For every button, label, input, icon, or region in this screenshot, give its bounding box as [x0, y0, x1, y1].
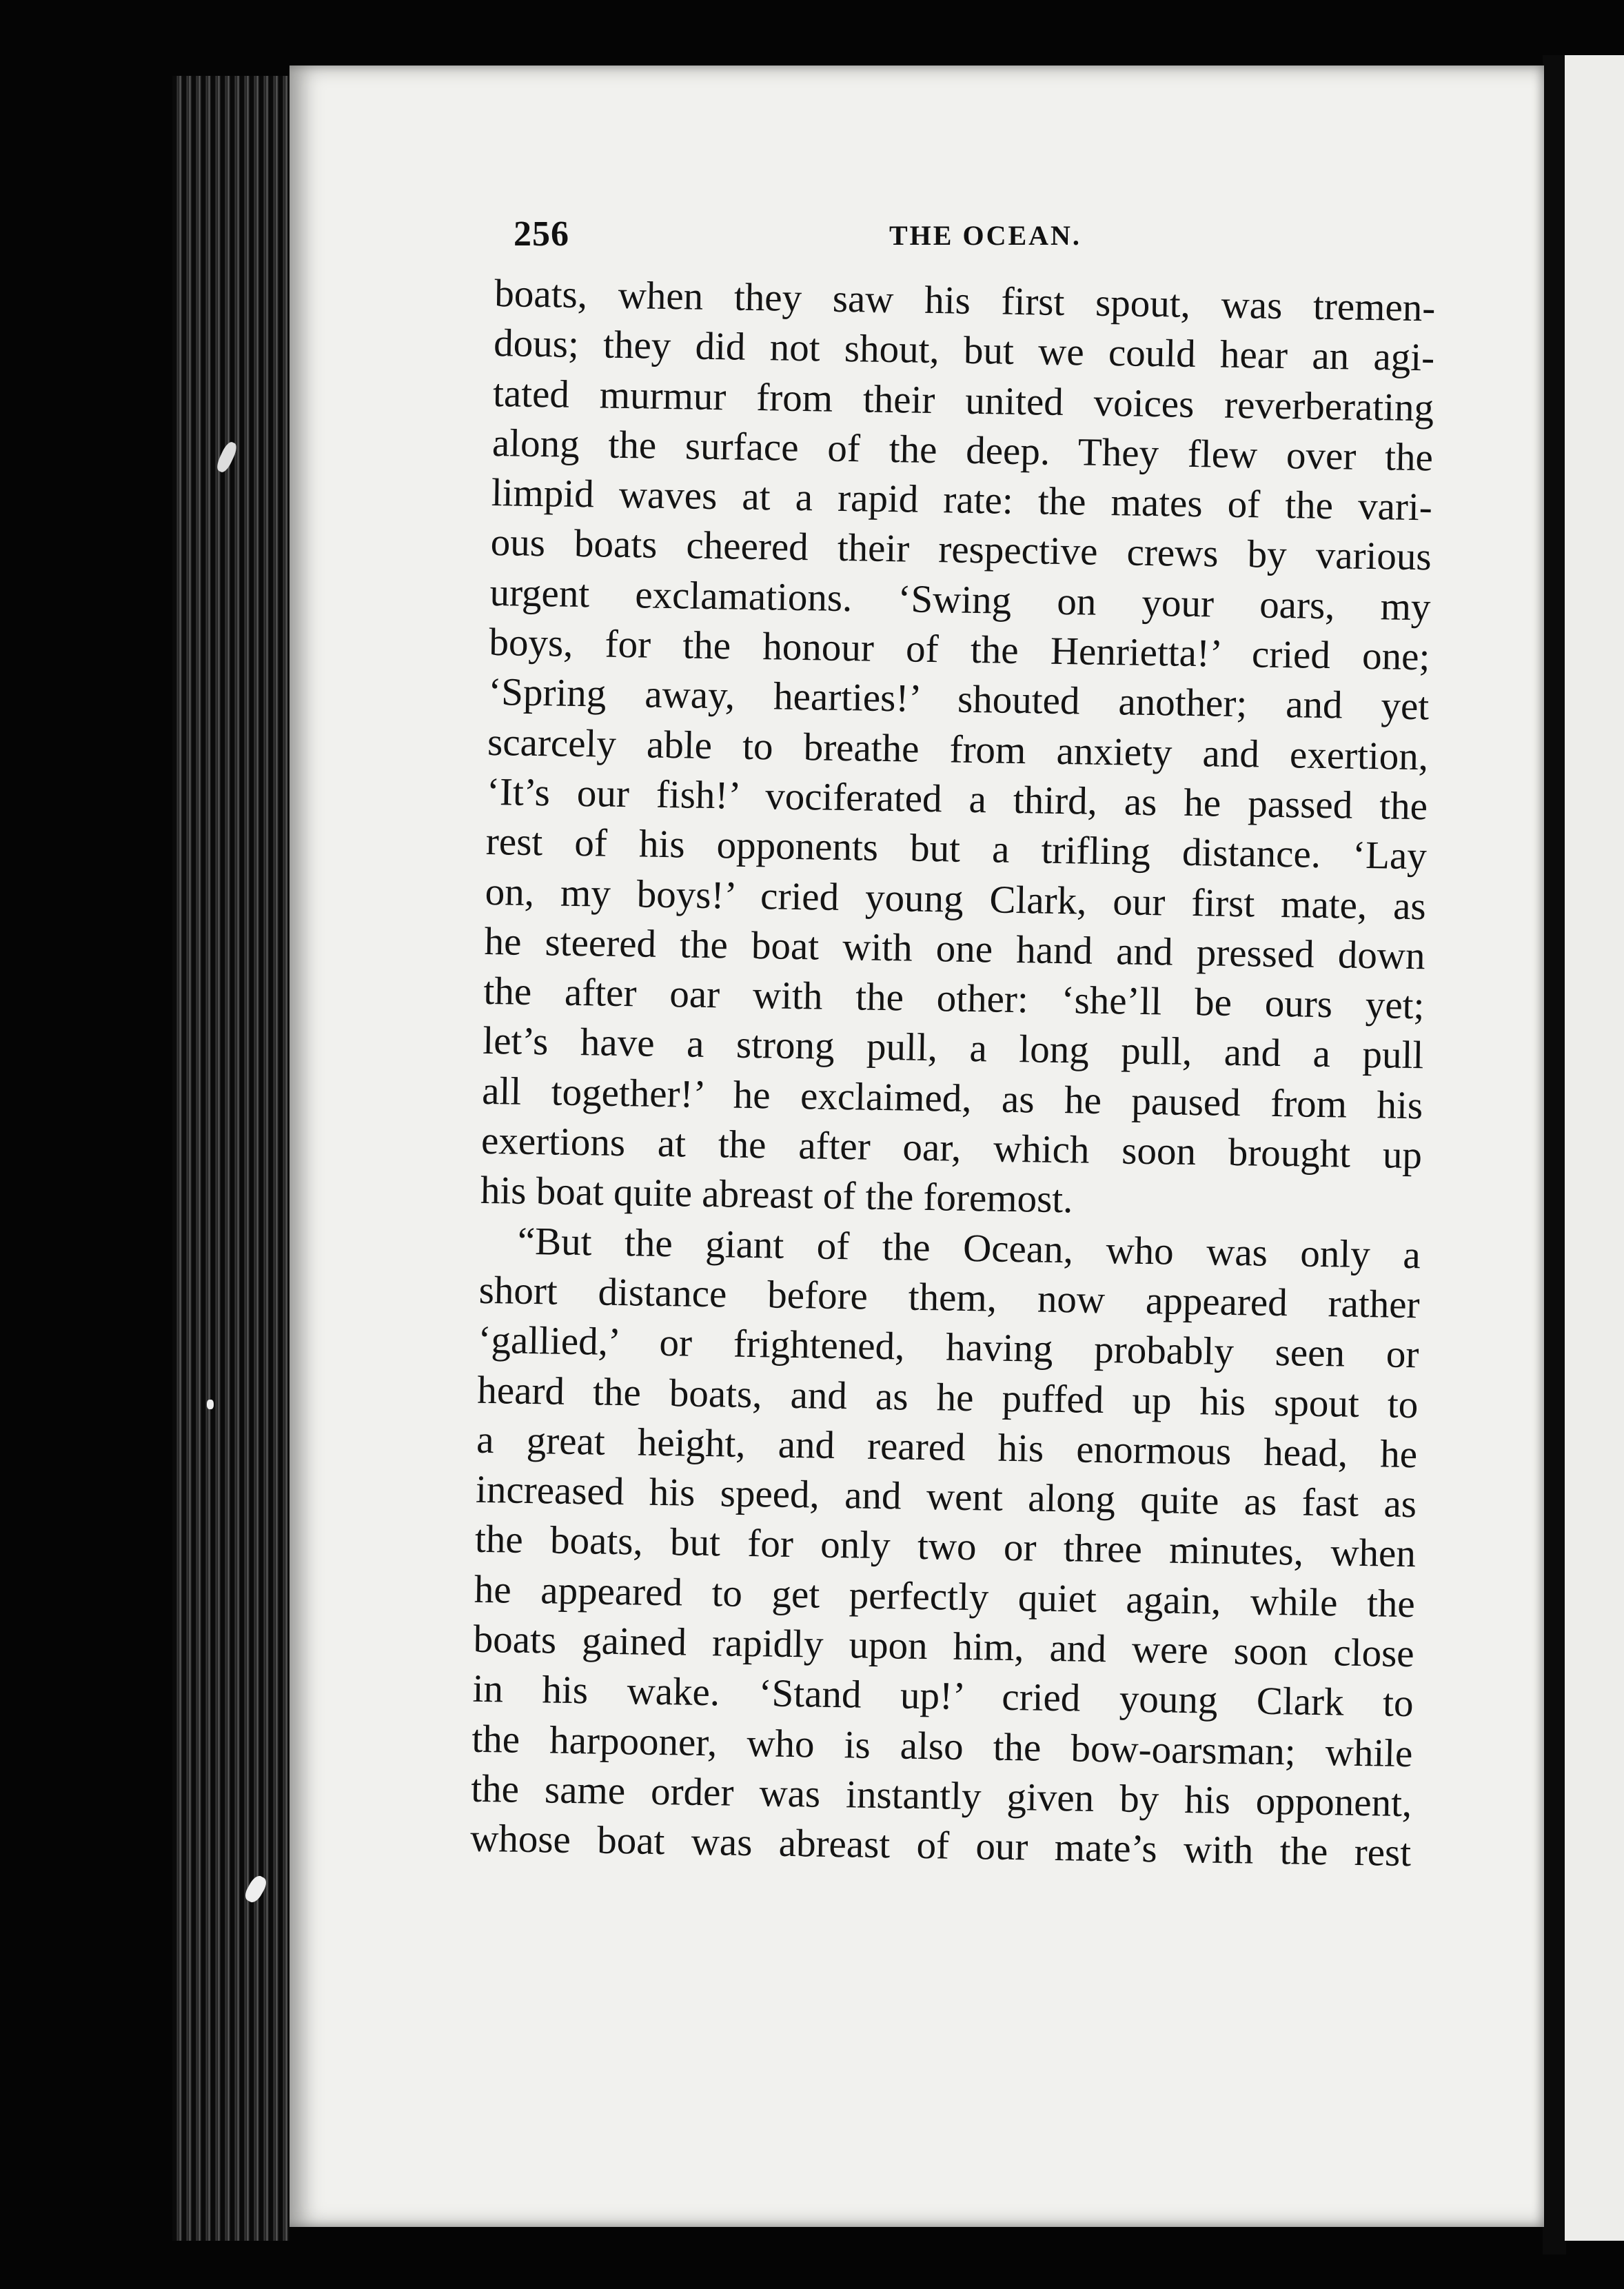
text-line: ‘gallied,’ or frightened, having probably seen or — [478, 1318, 1419, 1377]
text-line: rest of his opponents but a trifling distance. ‘Lay — [485, 820, 1428, 878]
text-line: scarcely able to breathe from anxiety and exertion, — [487, 720, 1429, 779]
text-line: boats gained rapidly upon him, and were soon close — [473, 1617, 1415, 1676]
text-line: a great height, and reared his enormous head, he — [476, 1418, 1418, 1477]
right-gutter — [1543, 55, 1566, 2255]
facing-page-edge — [1565, 55, 1624, 2241]
text-line: urgent exclamations. ‘Swing on your oars, my — [489, 570, 1431, 629]
text-line: on, my boys!’ cried young Clark, our first mate, as — [485, 869, 1427, 928]
text-line: the after oar with the other: ‘she’ll be ours yet; — [483, 969, 1425, 1028]
text-line: tated murmur from their united voices reverberating — [492, 371, 1434, 430]
text-line: all together!’ he exclaimed, as he paused from his — [481, 1069, 1423, 1128]
page-number: 256 — [514, 214, 569, 254]
text-line: dous; they did not shout, but we could hear an agi- — [493, 321, 1435, 380]
text-line: he steered the boat with one hand and pressed down — [484, 919, 1426, 978]
text-line: let’s have a strong pull, a long pull, and a pull — [482, 1019, 1424, 1078]
text-line: he appeared to get perfectly quiet again, while the — [474, 1567, 1416, 1626]
body-text — [470, 269, 1436, 1879]
text-line: heard the boats, and as he puffed up his spout to — [476, 1368, 1419, 1426]
text-line: whose boat was abreast of our mate’s with the rest — [469, 1816, 1412, 1875]
text-line: his boat quite abreast of the foremost. — [480, 1169, 1073, 1222]
text-line: along the surface of the deep. They flew over the — [491, 421, 1434, 480]
text-line: ‘It’s our fish!’ vociferated a third, as he passed the — [486, 769, 1428, 829]
scan-speck — [207, 1400, 214, 1409]
running-head: THE OCEAN. — [889, 220, 1082, 251]
text-line: in his wake. ‘Stand up!’ cried young Clark to — [472, 1667, 1414, 1726]
book-page-edges — [172, 76, 290, 2241]
text-line: the boats, but for only two or three minutes, when — [474, 1517, 1417, 1576]
text-line: increased his speed, and went along quite as fast as — [475, 1467, 1417, 1526]
text-line: the harpooner, who is also the bow-oarsman; while — [471, 1717, 1413, 1775]
text-line: ous boats cheered their respective crews by various — [490, 521, 1432, 579]
text-line: the same order was instantly given by his opponent, — [470, 1766, 1412, 1826]
text-line: boats, when they saw his first spout, was tremen- — [494, 271, 1436, 330]
text-line: short distance before them, now appeared rather — [478, 1268, 1421, 1327]
text-line: boys, for the honour of the Henrietta!’ cried one; — [488, 621, 1430, 679]
text-line: limpid waves at a rapid rate: the mates of the vari- — [491, 471, 1433, 530]
text-line: ‘Spring away, hearties!’ shouted another; and yet — [487, 670, 1430, 729]
text-line: exertions at the after oar, which soon brought up — [480, 1118, 1423, 1178]
text-line: “But the giant of the Ocean, who was only a — [517, 1219, 1421, 1277]
page-header — [514, 207, 1444, 262]
